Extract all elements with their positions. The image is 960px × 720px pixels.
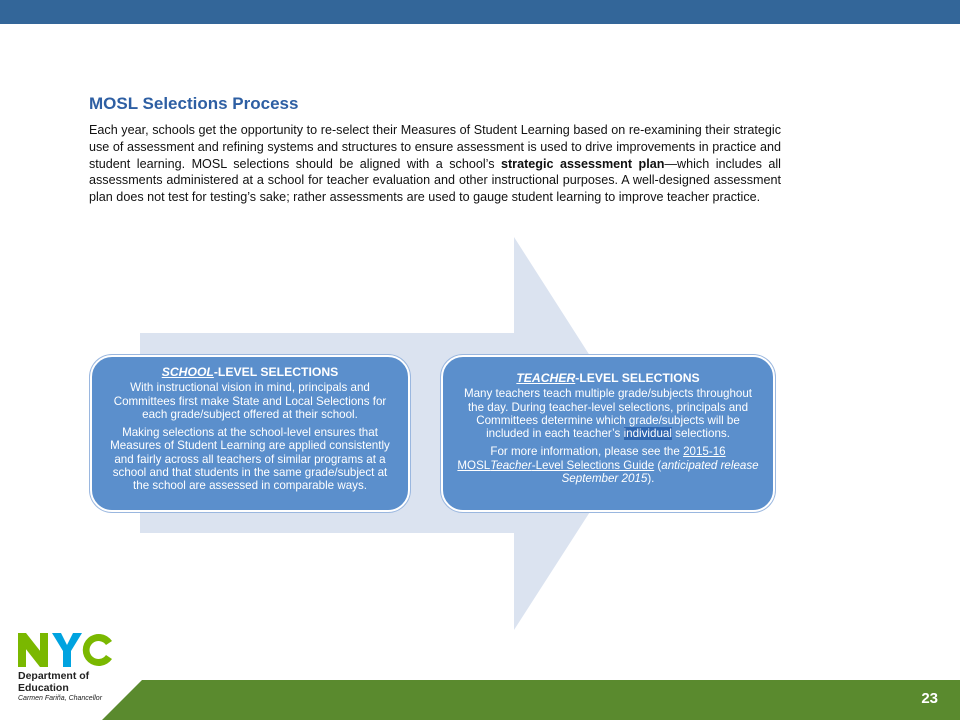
teacher-para1-after: selections. [671,427,730,441]
school-level-card [90,355,410,512]
teacher-para2-mid: ( [654,458,662,472]
anticipated-release: anticipated release September 2015 [561,458,759,486]
teacher-para2-end: ). [647,472,655,486]
dept-line2: Education [18,681,69,694]
nyc-logo-icon [18,631,114,669]
page-title: MOSL Selections Process [89,94,299,113]
intro-text-part1: Each year, schools get the opportunity to re-select their Measures of Student Learning based on re-examining their strategic use of assessment and refining systems and structures to ensure assessment is used to drive improvements in practice and student learning. MOSL selections should be aligned with a school’s [89,123,781,171]
school-card-title [106,366,394,379]
chancellor-name: Carmen Fariña, Chancellor [18,695,103,702]
teacher-card-para1 [457,387,759,440]
link-italic: Teacher [490,458,532,472]
school-card-para1: With instructional vision in mind, principals and Committees first make State and Local Selections for each grade/subject offered at their school. [113,381,387,421]
teacher-para2-before: For more information, please see the [490,445,684,459]
page-number: 23 [921,690,938,707]
teacher-card-title [457,372,759,385]
teacher-title-rest: -LEVEL SELECTIONS [575,371,700,385]
link-part1: 2015-16 MOSL [457,445,726,472]
school-title-underlined: SCHOOL [161,365,214,379]
teacher-level-card [441,355,775,512]
teacher-card-para2 [457,445,759,485]
school-title-rest: -LEVEL SELECTIONS [213,365,339,379]
link-part2: -Level Selections Guide [531,458,655,472]
intro-text-part2: —which includes all assessments administered at a school for teacher evaluation and other instructional purposes. A well-designed assessment plan does not test for testing’s sake; rather assessments are used to gauge student learning to improve teacher practice. [89,156,781,205]
teacher-title-underlined: TEACHER [516,371,576,385]
teacher-para1-before: Many teachers teach multiple grade/subjects throughout the day. During teacher-level selections, principals and Committees determine which grade/subjects will be included in each teacher’s [463,387,753,441]
dept-line1: Department of [18,670,90,682]
footer-green-band [102,680,960,720]
school-card-para2: Making selections at the school-level ensures that Measures of Student Learning are applied consistently and fairly across all teachers of similar programs at a school and that students in the same grade/subject at the school are assessed in comparable ways. [110,426,390,493]
highlighted-word: individual [623,427,672,441]
intro-bold-term: strategic assessment plan [500,156,665,171]
bottom-footer-band [0,680,960,720]
